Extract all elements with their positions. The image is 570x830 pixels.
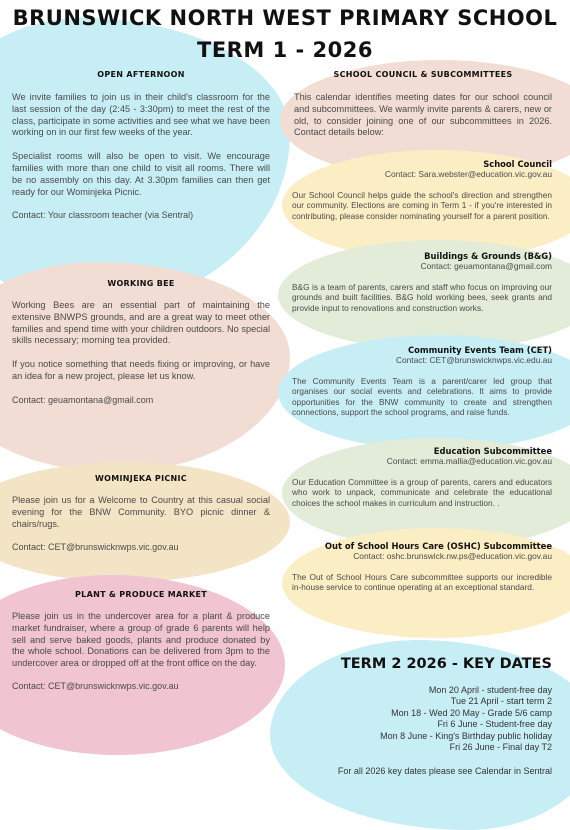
key-date-item: Fri 6 June - Student-free day	[437, 719, 552, 730]
working-bee-paragraph-1: Working Bees are an essential part of maintaining the extensive BNWPS grounds, and are a great way to meet other families and spend time with your children outdoors. No special skills necessary; morning tea provided.	[12, 300, 270, 346]
committee-buildings-grounds	[292, 251, 552, 313]
key-date-item: Mon 20 April - student-free day	[428, 685, 552, 695]
committee-name: Buildings & Grounds (B&G)	[424, 251, 552, 261]
open-afternoon-section	[12, 70, 270, 221]
key-date-item: Tue 21 April - start term 2	[450, 696, 552, 707]
committee-contact: Contact: geuamontana@gmail.com	[420, 261, 552, 271]
committee-contact: Contact: oshc.brunswick.nw.ps@education.vic.gov.au	[353, 551, 552, 561]
page-subtitle: TERM 1 - 2026	[197, 38, 373, 62]
committee-description: Our Education Committee is a group of parents, carers and educators who work to unpack, communicate and celebrate the educational choices the school makes in curriculum and instruction. .	[292, 477, 552, 508]
working-bee-paragraph-2: If you notice something that needs fixing or improving, or have an idea for a new project, please let us know.	[12, 359, 270, 381]
picnic-section	[12, 474, 270, 553]
open-afternoon-contact: Contact: Your classroom teacher (via Sentral)	[12, 210, 194, 221]
committee-contact: Contact: Sara.webster@education.vic.gov.au	[384, 169, 552, 179]
picnic-contact: Contact: CET@brunswicknwps.vic.gov.au	[12, 542, 179, 553]
picnic-paragraph: Please join us for a Welcome to Country at this casual social evening for the BNW Community. BYO picnic dinner & chairs/rugs.	[12, 495, 270, 529]
committee-name: Community Events Team (CET)	[407, 345, 552, 355]
committee-name: Education Subcommittee	[433, 446, 552, 456]
committee-name: School Council	[483, 159, 552, 169]
working-bee-section	[12, 279, 270, 406]
working-bee-contact: Contact: geuamontana@gmail.com	[12, 394, 154, 405]
key-dates-footer: For all 2026 key dates please see Calendar in Sentral	[337, 766, 552, 777]
committee-contact: Contact: emma.mallia@education.vic.gov.au	[386, 456, 552, 466]
page-title: BRUNSWICK NORTH WEST PRIMARY SCHOOL	[12, 6, 558, 30]
key-dates-heading: TERM 2 2026 - KEY DATES	[340, 656, 552, 672]
council-section	[294, 70, 552, 139]
committee-description: The Out of School Hours Care subcommittee supports our incredible in-house service to continue operating at an exceptional standard.	[292, 572, 552, 593]
committee-oshc	[292, 541, 552, 593]
key-dates-list	[282, 685, 552, 753]
market-contact: Contact: CET@brunswicknwps.vic.gov.au	[12, 680, 179, 691]
key-date-item: Mon 18 - Wed 20 May - Grade 5/6 camp	[391, 707, 552, 718]
market-heading: PLANT & PRODUCE MARKET	[75, 590, 207, 599]
committee-description: B&G is a team of parents, carers and staff who focus on improving our grounds and built facilities. B&G hold working bees, seek grants and provide input to renovations and construction works.	[292, 282, 552, 313]
key-date-item: Fri 26 June - Final day T2	[449, 742, 552, 753]
committee-contact: Contact: CET@brunswicknwps.vic.edu.au	[395, 355, 552, 365]
committee-description: Our School Council helps guide the school's direction and strengthen our community. Elections are coming in Term 1 - if you're interested in contributing, please consider nominating yourself for a parent position.	[292, 190, 552, 221]
key-dates-section	[282, 656, 552, 778]
committee-education	[292, 446, 552, 508]
open-afternoon-paragraph-1: We invite families to join us in their child's classroom for the last session of the day (2:45 - 3:30pm) to meet the rest of the class, participate in some activities and see what we have been working on in our first few weeks of the year.	[12, 92, 270, 138]
key-date-item: Mon 8 June - King's Birthday public holiday	[380, 730, 552, 741]
committee-name: Out of School Hours Care (OSHC) Subcommittee	[324, 541, 552, 551]
council-intro: This calendar identifies meeting dates for our school council and subcommittees. We warmly invite parents & carers, new or old, to consider joining one of our subcommittees in 2026. Contact details below:	[294, 92, 552, 138]
committee-cet	[292, 345, 552, 418]
market-section	[12, 590, 270, 692]
market-paragraph: Please join us in the undercover area for a plant & produce market fundraiser, where a group of grade 6 parents will help sell and serve baked goods, plants and produce donated by the whole school. Donations can be delivered from 3pm to the undercover area or dropped off at the front office on the day.	[12, 611, 270, 669]
open-afternoon-paragraph-2: Specialist rooms will also be open to visit. We encourage families with more than one child to visit all rooms. There will be no assembly on this day. At 3.30pm families can then get ready for our Wominjeka Picnic.	[12, 151, 270, 197]
picnic-heading: WOMINJEKA PICNIC	[95, 474, 187, 483]
committee-description: The Community Events Team is a parent/carer led group that organises our social events and celebrations. It aims to provide opportunities for the BNW community to create and strengthen connections, support the school programs, and raise funds.	[292, 376, 552, 418]
committee-school-council	[292, 159, 552, 221]
council-heading: SCHOOL COUNCIL & SUBCOMMITTEES	[333, 70, 513, 79]
working-bee-heading: WORKING BEE	[107, 279, 175, 288]
open-afternoon-heading: OPEN AFTERNOON	[97, 70, 185, 79]
